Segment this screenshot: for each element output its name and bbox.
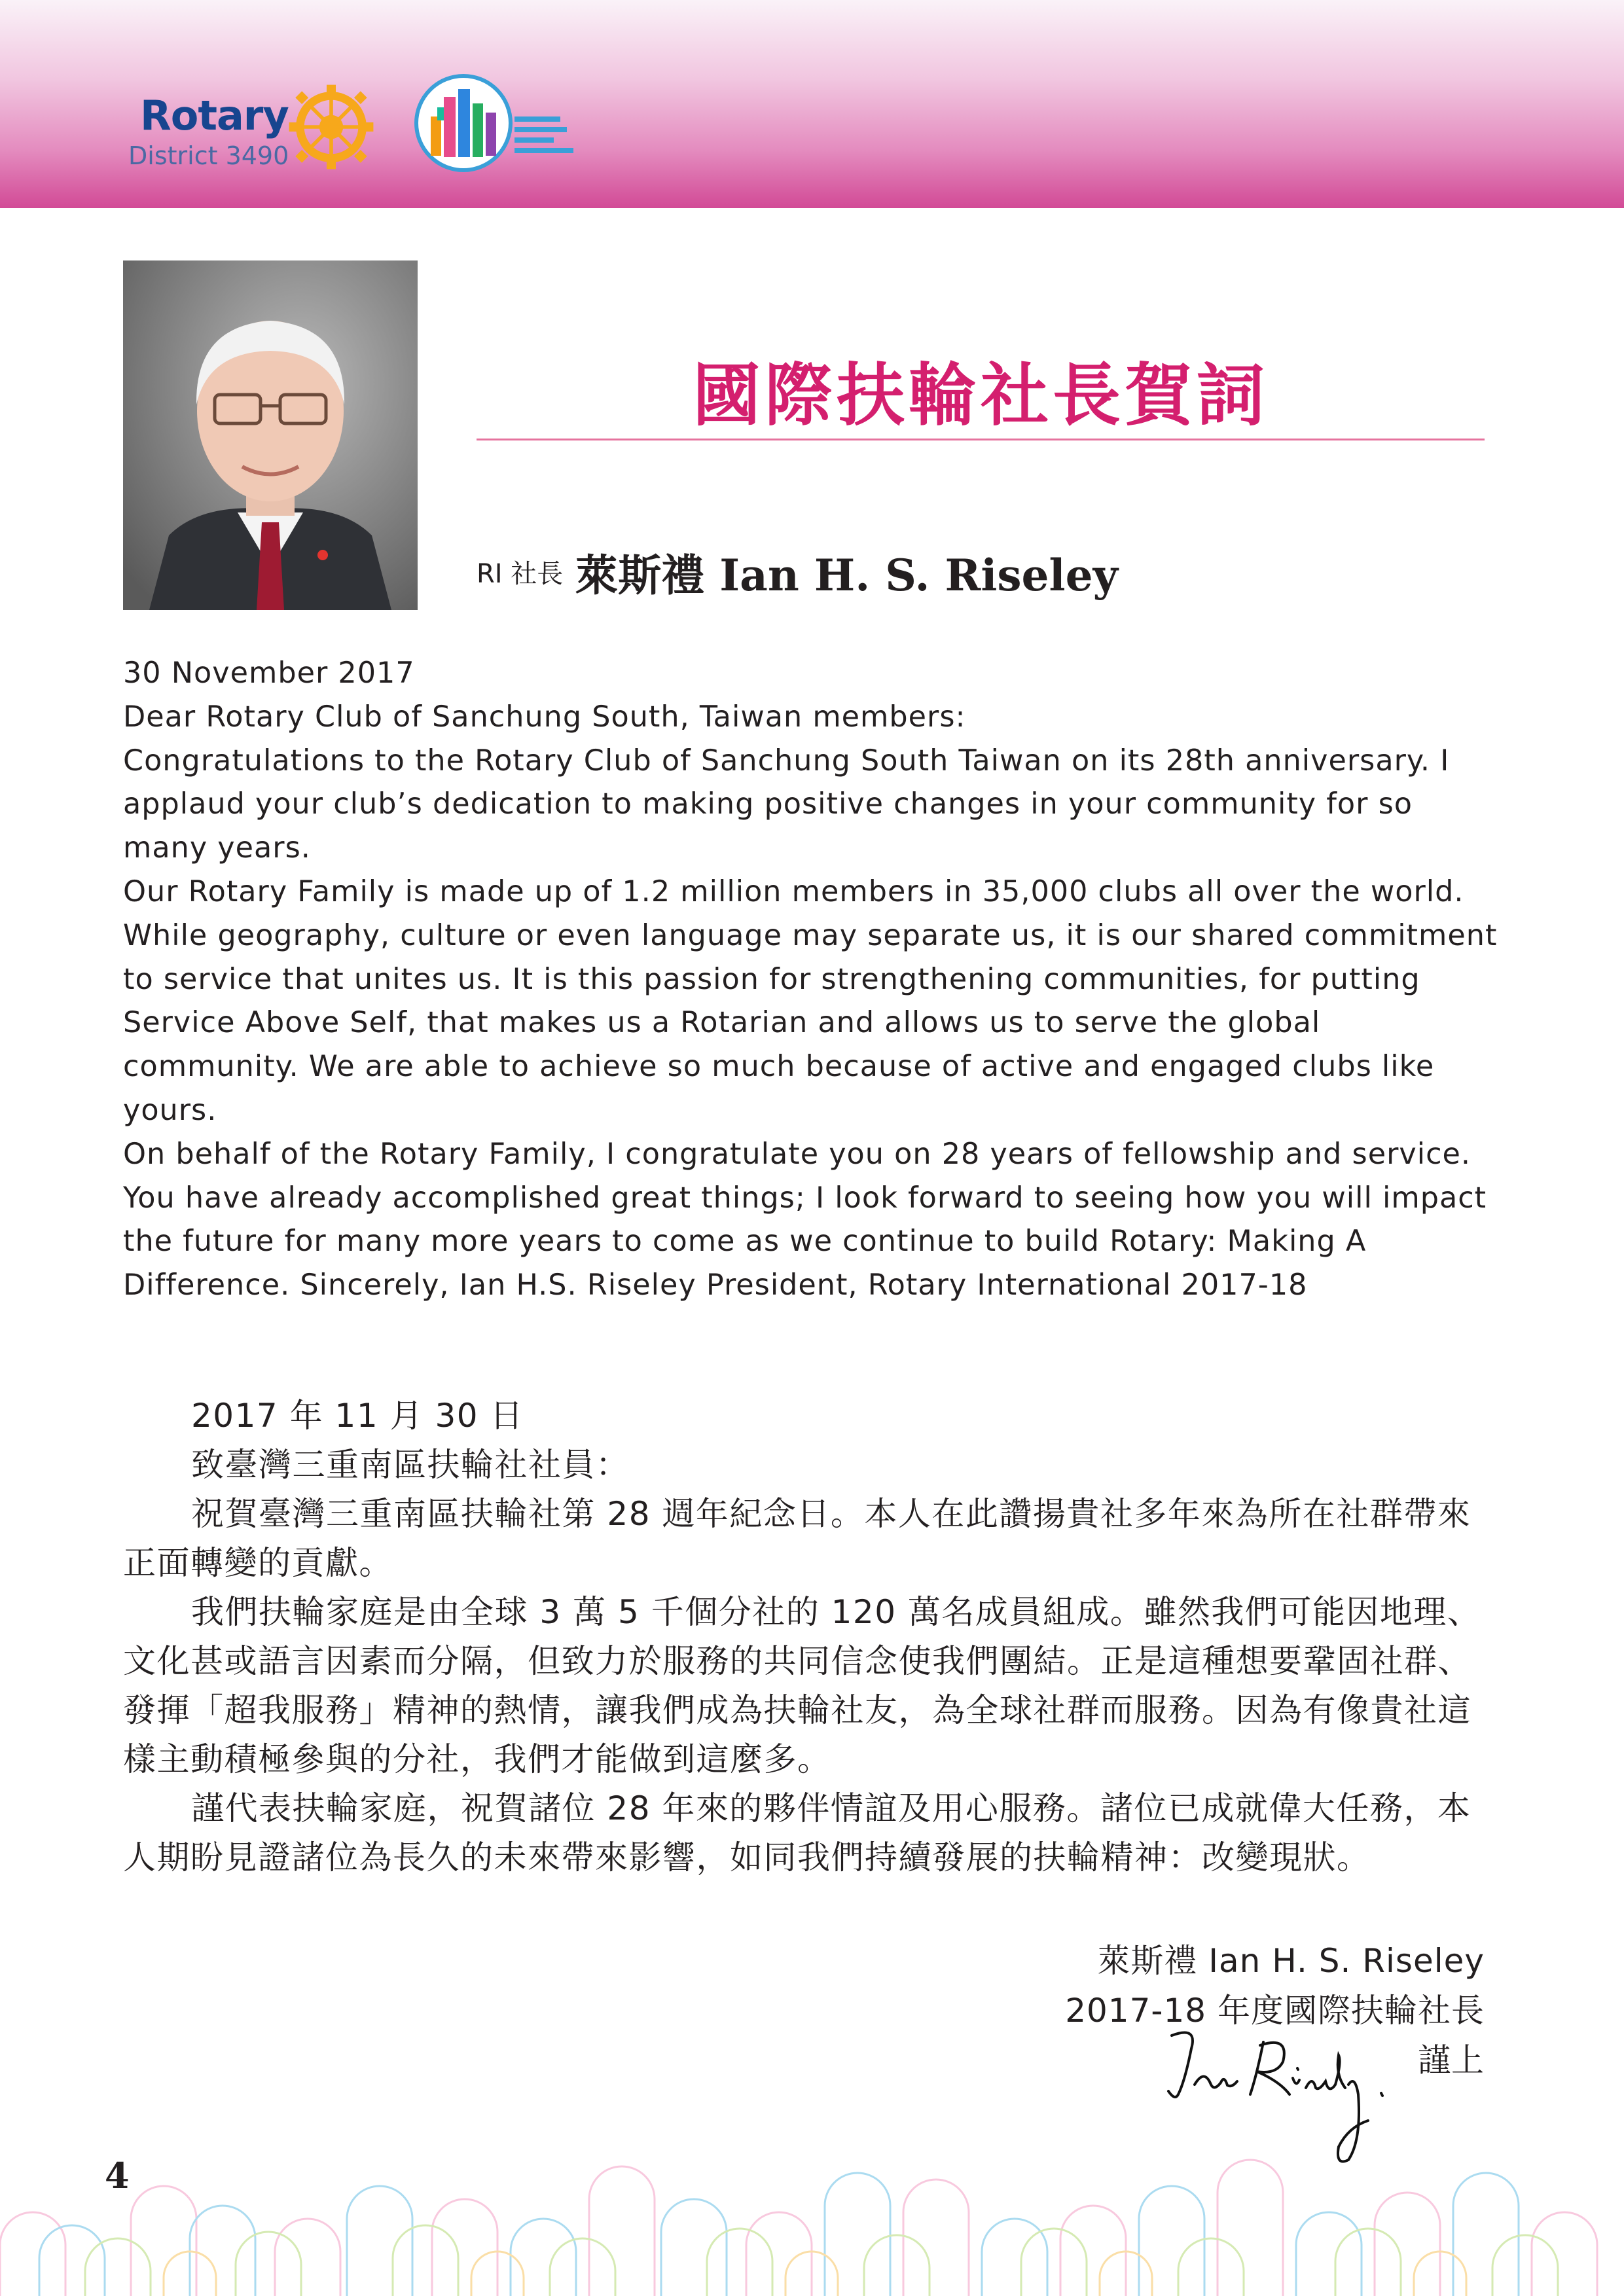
english-paragraph-3: On behalf of the Rotary Family, I congratulate you on 28 years of fellowship and service. You have already accomplished great things; I look forward to seeing how you will impact the future for many more years to come as we continue to build Rotary: Making A Difference. Sincerely, Ian H.S. Riseley President, Rotary International 2017-18 (123, 1137, 1487, 1302)
english-salutation: Dear Rotary Club of Sanchung South, Taiwan members: (123, 700, 966, 734)
rotary-district-logo (128, 84, 390, 182)
byline-name: 萊斯禮 Ian H. S. Riseley (575, 550, 1118, 601)
title-divider (477, 439, 1485, 440)
logo-district-text: District 3490 (128, 141, 289, 170)
english-paragraph-1: Congratulations to the Rotary Club of Sanchung South Taiwan on its 28th anniversary. I applaud your club’s dedication to making positive changes in your community for so many years. (123, 744, 1450, 865)
english-paragraph-2: Our Rotary Family is made up of 1.2 million members in 35,000 clubs all over the world. While geography, culture or even language may separate us, it is our shared commitment to service that unites us. It is this passion for strengthening communities, for putting Service Above Self, that makes us a Rotarian and allows us to serve the global community. We are able to achieve so much because of active and engaged clubs like yours. (123, 874, 1498, 1127)
president-portrait (123, 260, 418, 610)
page-number: 4 (105, 2155, 130, 2197)
byline (477, 541, 1118, 603)
chinese-date: 2017 年 11 月 30 日 (191, 1397, 524, 1435)
english-letter (123, 652, 1504, 1308)
signature-closing: 謹上 (1418, 2041, 1485, 2079)
chinese-paragraph-1: 祝賀臺灣三重南區扶輪社第 28 週年紀念日。本人在此讚揚貴社多年來為所在社群帶來正面轉變的貢獻。 (123, 1495, 1471, 1582)
district-theme-logo (411, 71, 594, 175)
signature-name: 萊斯禮 Ian H. S. Riseley (1097, 1942, 1485, 1980)
rotary-wheel-icon (285, 81, 377, 173)
byline-role: RI 社長 (477, 559, 564, 589)
chinese-salutation: 致臺灣三重南區扶輪社社員： (191, 1446, 630, 1484)
chinese-paragraph-3: 謹代表扶輪家庭，祝賀諸位 28 年來的夥伴情誼及用心服務。諸位已成就偉大任務，本人期盼見證諸位為長久的未來帶來影響，如同我們持續發展的扶輪精神：改變現狀。 (123, 1789, 1471, 1876)
signature-title: 2017-18 年度國際扶輪社長 (1065, 1992, 1485, 2030)
logo-rotary-text: Rotary (140, 92, 289, 139)
decorative-arches (0, 2121, 1624, 2296)
chinese-paragraph-2: 我們扶輪家庭是由全球 3 萬 5 千個分社的 120 萬名成員組成。雖然我們可能因地理、文化甚或語言因素而分隔，但致力於服務的共同信念使我們團結。正是這種想要鞏固社群、發揮「超我服務」精神的熱情，讓我們成為扶輪社友，為全球社群而服務。因為有像貴社這樣主動積極參與的分社，我們才能做到這麼多。 (123, 1593, 1481, 1778)
english-date: 30 November 2017 (123, 656, 415, 690)
page-title: 國際扶輪社長賀詞 (692, 355, 1269, 435)
chinese-letter (123, 1391, 1485, 1882)
